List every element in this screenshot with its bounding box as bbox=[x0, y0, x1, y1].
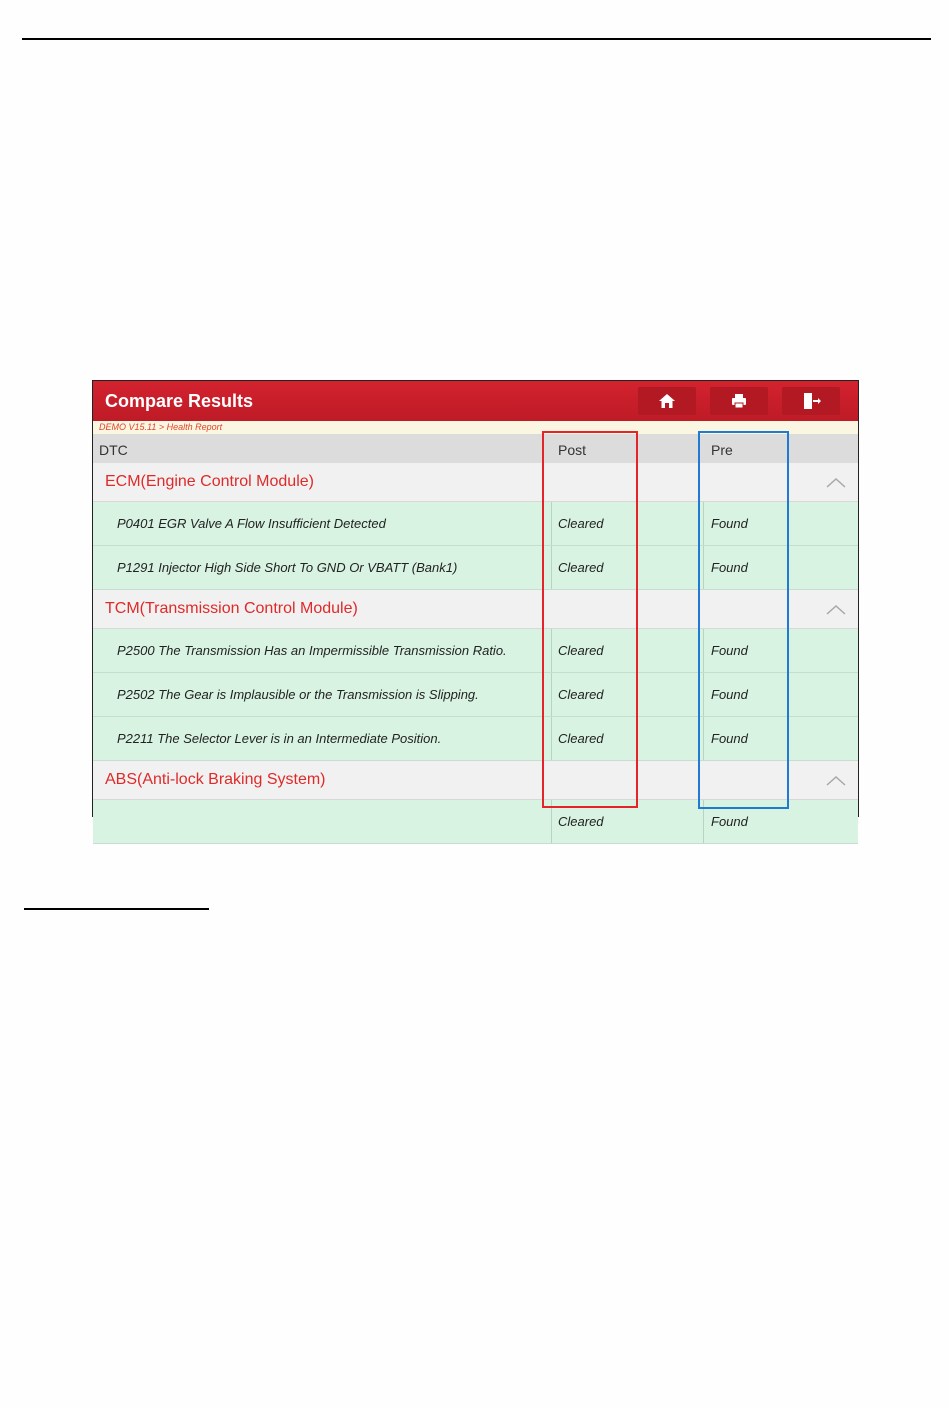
column-post: Post bbox=[558, 442, 587, 458]
print-button[interactable] bbox=[710, 387, 768, 415]
pre-status: Found bbox=[711, 560, 748, 575]
chevron-up-icon[interactable] bbox=[826, 476, 846, 488]
exit-button[interactable] bbox=[782, 387, 840, 415]
title-bar bbox=[93, 381, 858, 421]
column-dtc: DTC bbox=[99, 442, 128, 458]
home-icon bbox=[658, 392, 676, 410]
pre-status: Found bbox=[711, 814, 748, 829]
breadcrumb: DEMO V15.11 > Health Report bbox=[93, 421, 858, 434]
pre-column-highlight bbox=[698, 431, 789, 809]
group-label: ABS(Anti-lock Braking System) bbox=[105, 771, 326, 788]
bottom-rule bbox=[24, 908, 209, 910]
post-status: Cleared bbox=[558, 687, 604, 702]
column-pre: Pre bbox=[711, 442, 733, 458]
post-status: Cleared bbox=[558, 643, 604, 658]
pre-status: Found bbox=[711, 687, 748, 702]
dtc-text: P2211 The Selector Lever is in an Intermediate Position. bbox=[117, 731, 442, 746]
top-rule bbox=[22, 38, 931, 40]
pre-status: Found bbox=[711, 731, 748, 746]
print-icon bbox=[730, 392, 748, 410]
chevron-up-icon[interactable] bbox=[826, 774, 846, 786]
dtc-text: P0401 EGR Valve A Flow Insufficient Detected bbox=[117, 516, 386, 531]
post-status: Cleared bbox=[558, 516, 604, 531]
home-button[interactable] bbox=[638, 387, 696, 415]
group-label: TCM(Transmission Control Module) bbox=[105, 600, 358, 617]
post-status: Cleared bbox=[558, 731, 604, 746]
post-status: Cleared bbox=[558, 560, 604, 575]
exit-icon bbox=[801, 392, 821, 410]
post-column-highlight bbox=[542, 431, 638, 808]
dtc-text: P2500 The Transmission Has an Impermissible Transmission Ratio. bbox=[117, 643, 507, 658]
pre-status: Found bbox=[711, 516, 748, 531]
chevron-up-icon[interactable] bbox=[826, 603, 846, 615]
post-status: Cleared bbox=[558, 814, 604, 829]
group-label: ECM(Engine Control Module) bbox=[105, 473, 314, 490]
dtc-text: P1291 Injector High Side Short To GND Or VBATT (Bank1) bbox=[117, 560, 458, 575]
dtc-text: P2502 The Gear is Implausible or the Transmission is Slipping. bbox=[117, 687, 479, 702]
pre-status: Found bbox=[711, 643, 748, 658]
page-title: Compare Results bbox=[105, 391, 254, 411]
